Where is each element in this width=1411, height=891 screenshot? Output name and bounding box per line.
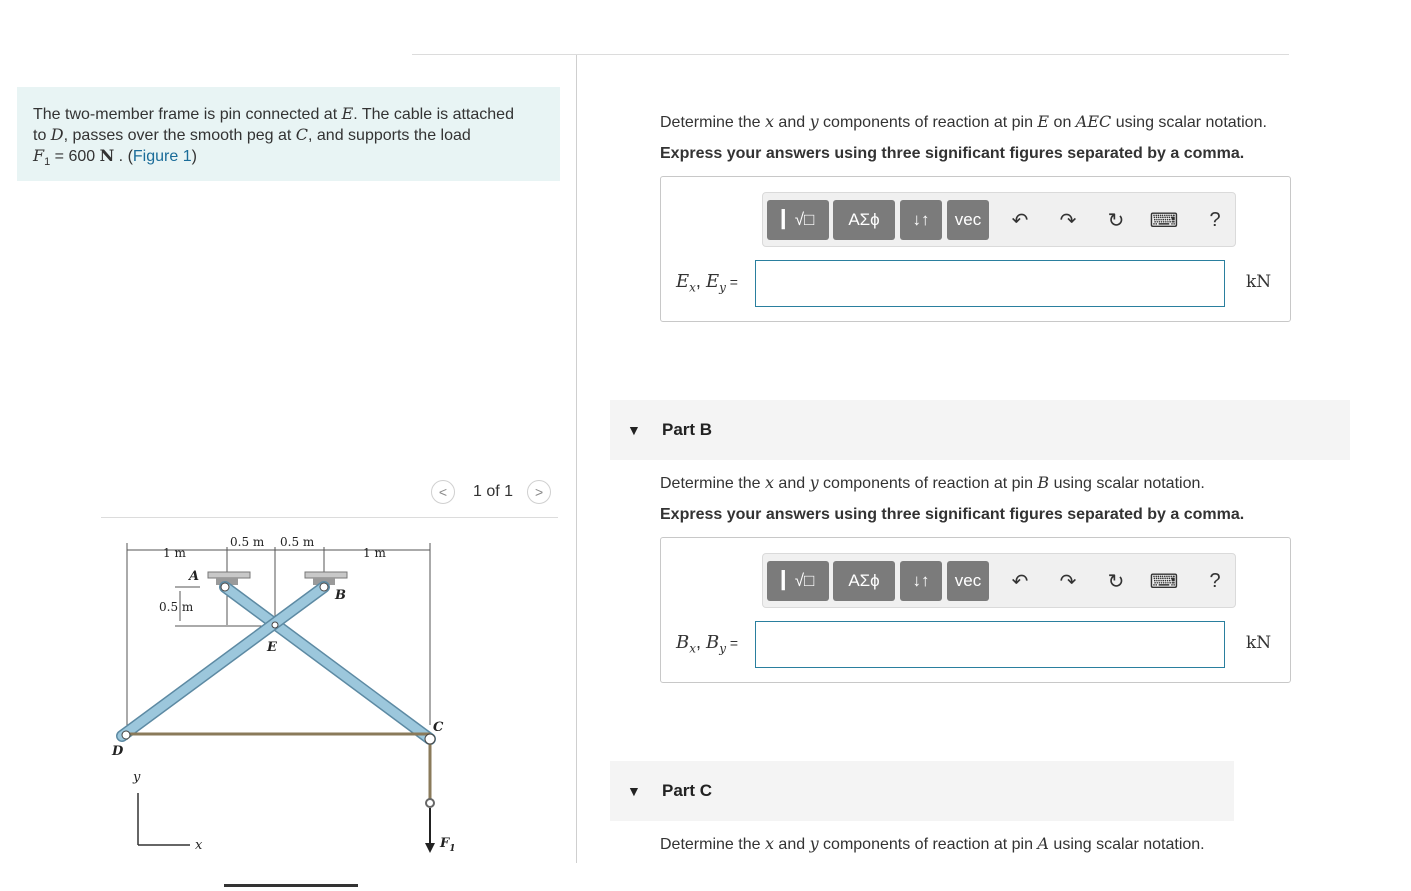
part-b-math-toolbar — [762, 553, 1236, 608]
next-figure-button[interactable] — [527, 480, 551, 504]
vector-button[interactable] — [947, 200, 989, 240]
figure-scroll-edge — [224, 884, 358, 887]
reset-button[interactable] — [1101, 200, 1131, 240]
greek-icon: ΑΣϕ — [848, 571, 880, 590]
keyboard-button[interactable] — [1149, 200, 1179, 240]
help-button[interactable] — [1200, 561, 1230, 601]
pane-divider — [576, 55, 577, 863]
reset-icon: ↻ — [1107, 570, 1125, 593]
templates-button[interactable] — [767, 200, 829, 240]
pin-d — [122, 731, 130, 739]
collapse-triangle-icon: ▼ — [627, 422, 641, 438]
part-b-answer-input[interactable] — [755, 621, 1225, 668]
label-b: B — [335, 588, 346, 603]
chevron-right-icon: > — [534, 484, 544, 500]
part-b-unit: kN — [1246, 633, 1272, 653]
part-b-answer-box — [660, 537, 1291, 683]
pin-b — [320, 583, 328, 591]
undo-button[interactable] — [1005, 200, 1035, 240]
undo-icon: ↶ — [1011, 209, 1029, 232]
top-rule — [412, 54, 1289, 55]
keyboard-icon: ⌨ — [1149, 209, 1179, 232]
dim-0-5m-a: 0.5 m — [230, 535, 265, 549]
keyboard-icon: ⌨ — [1149, 570, 1179, 593]
member-aec — [225, 587, 430, 739]
keyboard-button[interactable] — [1149, 561, 1179, 601]
templates-icon: ▎√□ — [781, 210, 815, 229]
axis-x-label: x — [195, 838, 203, 853]
part-a-math-toolbar — [762, 192, 1236, 247]
problem-statement: The two-member frame is pin connected at E. The cable is attached to D, passes over the smooth peg at C, and supports the load $F_1 = 600$ N . (Figure 1) — [17, 87, 560, 181]
greek-icon: ΑΣϕ — [848, 210, 880, 229]
part-a-answer-input[interactable] — [755, 260, 1225, 307]
hook — [426, 799, 434, 807]
part-b-title: Part B — [662, 420, 713, 439]
dim-0-5m-vertical: 0.5 m — [159, 600, 194, 614]
label-e: E — [267, 640, 277, 655]
help-button[interactable] — [1200, 200, 1230, 240]
part-b-question: Determine the x and y components of reaction at pin B using scalar notation. — [660, 473, 1205, 492]
redo-button[interactable] — [1053, 561, 1083, 601]
pin-a — [221, 583, 229, 591]
figure-pager — [431, 479, 551, 505]
redo-button[interactable] — [1053, 200, 1083, 240]
part-a-question: Determine the x and y components of reaction at pin E on AEC using scalar notation. — [660, 112, 1267, 131]
undo-icon: ↶ — [1011, 570, 1029, 593]
sub-superscript-button[interactable] — [900, 561, 942, 601]
sub-superscript-button[interactable] — [900, 200, 942, 240]
chevron-left-icon: < — [438, 484, 448, 500]
part-a-answer-box — [660, 176, 1291, 322]
part-a-unit: kN — [1246, 272, 1272, 292]
frame-figure — [100, 525, 460, 865]
dim-0-5m-b: 0.5 m — [280, 535, 315, 549]
part-b-header[interactable] — [610, 400, 1350, 460]
previous-figure-button[interactable] — [431, 480, 455, 504]
label-a: A — [189, 569, 200, 584]
part-c-title: Part C — [662, 781, 713, 800]
help-icon: ? — [1209, 569, 1221, 592]
undo-button[interactable] — [1005, 561, 1035, 601]
label-f1: $F_1$ — [440, 836, 456, 854]
figure-count: 1 of 1 — [473, 483, 514, 500]
greek-letters-button[interactable] — [833, 561, 895, 601]
redo-icon: ↷ — [1059, 570, 1077, 593]
axis-y-label: y — [133, 770, 141, 785]
member-bed — [122, 587, 324, 736]
part-a-instruction: Express your answers using three significant figures separated by a comma. — [660, 145, 1245, 162]
label-d: D — [112, 744, 124, 759]
figure-rule — [101, 517, 558, 518]
part-c-question: Determine the x and y components of reaction at pin A using scalar notation. — [660, 834, 1205, 853]
dim-1m-right: 1 m — [363, 546, 386, 560]
vector-button[interactable] — [947, 561, 989, 601]
collapse-triangle-icon: ▼ — [627, 783, 641, 799]
arrows-icon: ↓↑ — [912, 210, 930, 229]
part-c-header[interactable] — [610, 761, 1234, 821]
part-a-answer-label: $E_x$, $E_y$ = — [676, 271, 738, 295]
reset-icon: ↻ — [1107, 209, 1125, 232]
arrows-icon: ↓↑ — [912, 571, 930, 590]
figure-link[interactable]: Figure 1 — [132, 148, 192, 165]
dim-1m-left: 1 m — [163, 546, 186, 560]
vec-icon: vec — [954, 210, 982, 229]
load-arrow-head — [425, 843, 435, 853]
templates-icon: ▎√□ — [781, 571, 815, 590]
part-b-answer-label: $B_x$, $B_y$ = — [676, 632, 739, 656]
part-b-instruction: Express your answers using three significant figures separated by a comma. — [660, 506, 1245, 523]
vec-icon: vec — [954, 571, 982, 590]
help-icon: ? — [1209, 208, 1221, 231]
label-c: C — [433, 720, 444, 735]
pin-e — [272, 622, 278, 628]
greek-letters-button[interactable] — [833, 200, 895, 240]
peg-c — [425, 734, 435, 744]
reset-button[interactable] — [1101, 561, 1131, 601]
redo-icon: ↷ — [1059, 209, 1077, 232]
templates-button[interactable] — [767, 561, 829, 601]
